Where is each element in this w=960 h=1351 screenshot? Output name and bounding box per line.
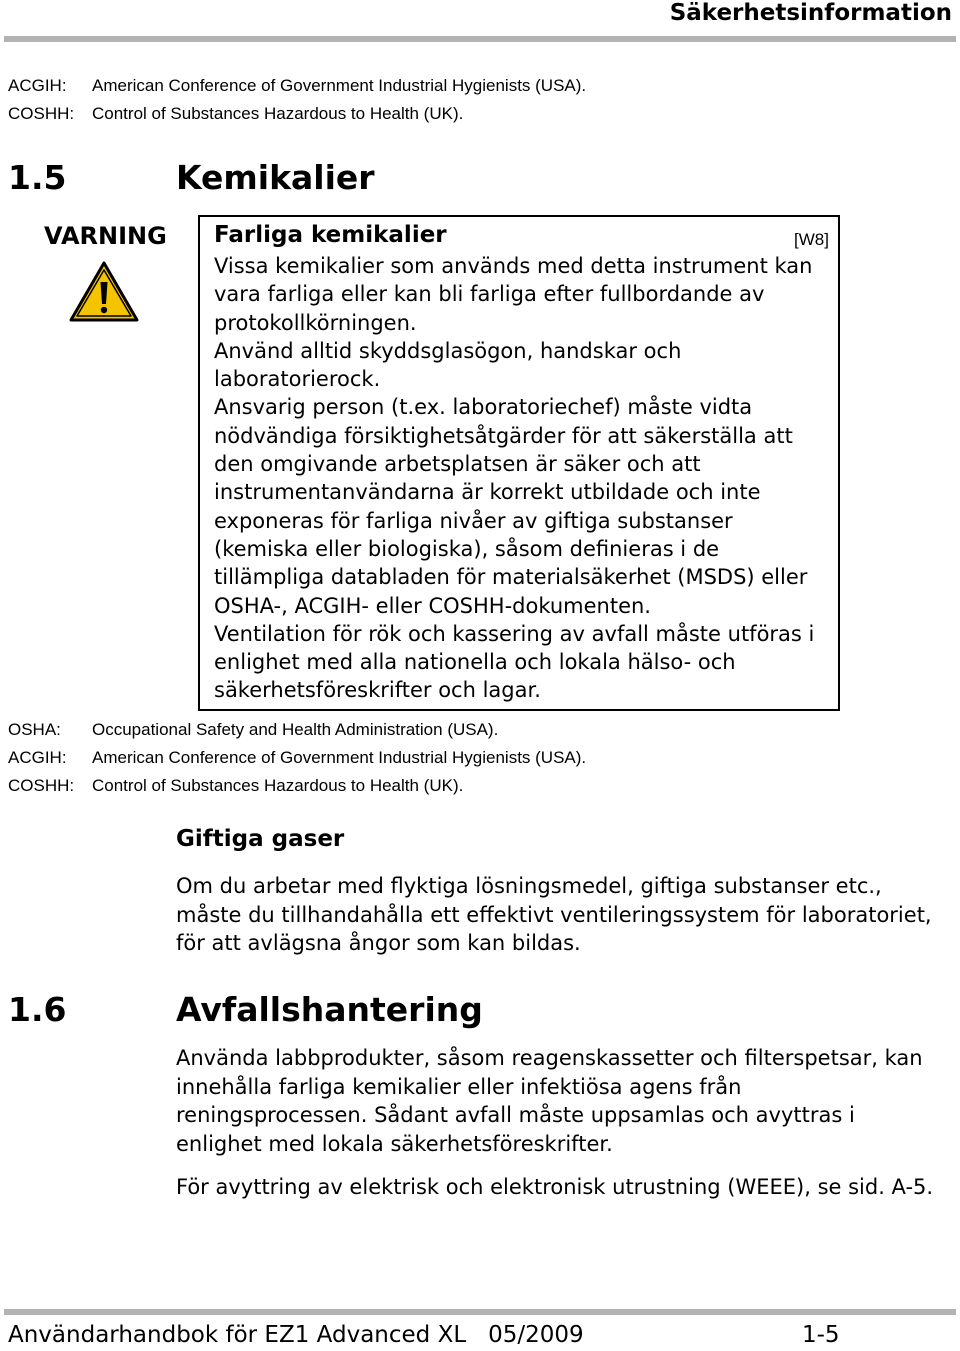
abbreviation-key: COSHH: <box>8 104 75 123</box>
warning-line: exponeras för farliga nivåer av giftiga substanser <box>214 508 733 533</box>
warning-line: Ventilation för rök och kassering av avfall måste utföras i <box>214 621 815 646</box>
paragraph-line: Om du arbetar med flyktiga lösningsmedel, giftiga substanser etc., <box>176 874 882 898</box>
section-title: Avfallshantering <box>176 990 483 1029</box>
warning-line: säkerhetsföreskrifter och lagar. <box>214 678 541 703</box>
section-title: Kemikalier <box>176 158 375 197</box>
warning-line: vara farliga eller kan bli farliga efter fullbordande av <box>214 282 765 307</box>
abbreviation-row <box>0 100 960 128</box>
warning-line: nödvändiga försiktighetsåtgärder för att säkerställa att <box>214 423 793 448</box>
footer-page-number: 1-5 <box>802 1322 840 1348</box>
footer-rule <box>4 1309 956 1315</box>
paragraph-line: måste du tillhandahålla ett effektivt ventileringssystem för laboratoriet, <box>176 902 932 927</box>
warning-line: tillämpliga databladen för materialsäkerhet (MSDS) eller <box>214 565 808 590</box>
paragraph-line: för att avlägsna ångor som kan bildas. <box>176 931 581 956</box>
abbreviation-key: COSHH: <box>8 776 75 795</box>
toxic-gases-heading: Giftiga gaser <box>176 826 345 852</box>
abbreviation-row <box>0 72 960 100</box>
bottom-abbreviation-list <box>0 716 960 800</box>
paragraph-line: reningsprocessen. Sådant avfall måste uppsamlas och avyttras i <box>176 1103 855 1128</box>
warning-line: protokollkörningen. <box>214 310 417 335</box>
section-number: 1.5 <box>8 158 67 197</box>
abbreviation-row <box>0 772 960 800</box>
warning-label: VARNING <box>44 222 167 250</box>
warning-body <box>214 252 832 705</box>
abbreviation-value: American Conference of Government Industrial Hygienists (USA). <box>92 748 587 767</box>
paragraph-line: Använda labbprodukter, såsom reagenskassetter och filterspetsar, kan <box>176 1046 923 1070</box>
abbreviation-value: Occupational Safety and Health Administration (USA). <box>92 720 499 739</box>
top-abbreviation-list <box>0 72 960 128</box>
abbreviation-key: OSHA: <box>8 720 61 739</box>
paragraph-line: innehålla farliga kemikalier eller infektiösa agens från <box>176 1074 742 1099</box>
weee-paragraph: För avyttring av elektrisk och elektronisk utrustning (WEEE), se sid. A-5. <box>176 1175 934 1199</box>
abbreviation-key: ACGIH: <box>8 76 67 95</box>
abbreviation-row <box>0 716 960 744</box>
warning-line: Ansvarig person (t.ex. laboratoriechef) måste vidta <box>214 395 753 420</box>
warning-line: (kemiska eller biologiska), såsom definieras i de <box>214 536 720 561</box>
warning-line: enlighet med alla nationella och lokala hälso- och <box>214 650 736 675</box>
abbreviation-value: Control of Substances Hazardous to Health (UK). <box>92 104 464 123</box>
warning-line: den omgivande arbetsplatsen är säker och att <box>214 452 701 477</box>
page-header-title: Säkerhetsinformation <box>669 0 952 26</box>
abbreviation-row <box>0 744 960 772</box>
warning-triangle-icon <box>68 260 140 324</box>
abbreviation-key: ACGIH: <box>8 748 67 767</box>
footer-manual-title: Användarhandbok för EZ1 Advanced XL 05/2009 <box>8 1322 584 1348</box>
warning-line: Använd alltid skyddsglasögon, handskar och <box>214 338 682 363</box>
warning-line: Vissa kemikalier som används med detta instrument kan <box>214 254 813 278</box>
warning-heading: Farliga kemikalier <box>214 222 447 248</box>
warning-code: [W8] <box>794 230 829 249</box>
warning-line: OSHA-, ACGIH- eller COSHH-dokumenten. <box>214 593 651 618</box>
waste-paragraph <box>176 1044 923 1158</box>
section-number: 1.6 <box>8 990 67 1029</box>
paragraph-line: enlighet med lokala säkerhetsföreskrifter. <box>176 1131 613 1156</box>
warning-line: laboratorierock. <box>214 367 381 392</box>
toxic-gases-paragraph <box>176 872 932 958</box>
abbreviation-value: Control of Substances Hazardous to Health (UK). <box>92 776 464 795</box>
abbreviation-value: American Conference of Government Industrial Hygienists (USA). <box>92 76 587 95</box>
header-rule <box>4 36 956 42</box>
warning-line: instrumentanvändarna är korrekt utbildade och inte <box>214 480 761 505</box>
